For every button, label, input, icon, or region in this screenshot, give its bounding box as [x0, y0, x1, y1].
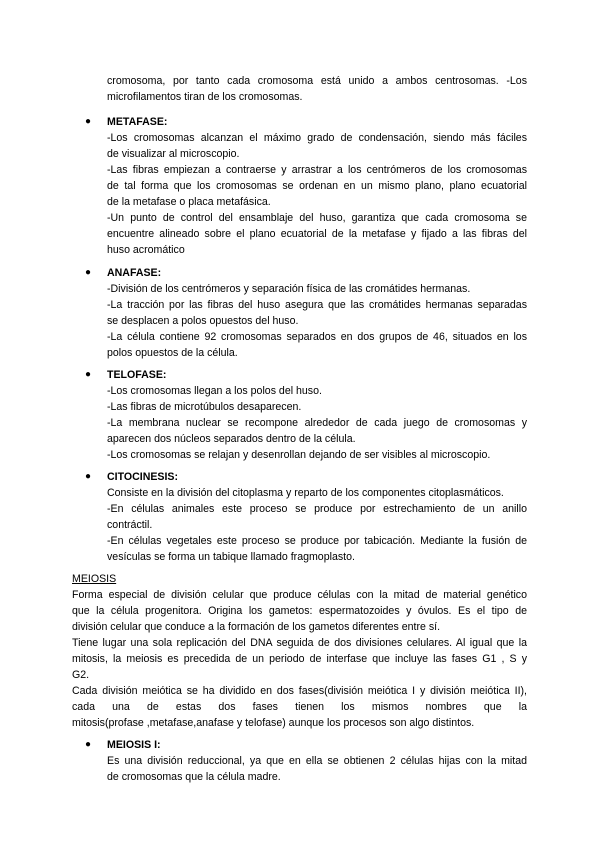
- metafase-line: -Un punto de control del ensamblaje del huso, garantiza que cada cromosoma se: [107, 212, 527, 224]
- metafase-line: encuentre alineado sobre el plano ecuatorial de la metafase y fijado a las fibras del: [107, 228, 527, 240]
- meiosis-i-line: Es una división reduccional, ya que en ella se obtienen 2 células hijas con la mitad: [107, 755, 527, 767]
- anafase-line: -La tracción por las fibras del huso asegura que las cromátides hermanas separadas: [107, 299, 527, 311]
- meiosis-line: que la célula progenitora. Origina los gametos: espermatozoides y óvulos. Es el tipo de: [72, 605, 527, 617]
- meiosis-heading: MEIOSIS: [72, 573, 117, 585]
- citocinesis-line: -En células animales este proceso se produce por estrechamiento de un anillo: [107, 503, 527, 515]
- meiosis-i-line: de cromosomas que la célula madre.: [107, 771, 281, 783]
- telofase-line: -Los cromosomas se relajan y desenrollan dejando de ser visibles al microscopio.: [107, 449, 491, 461]
- meiosis-line: división celular que conduce a la formación de los gametos diferentes entre sí.: [72, 621, 441, 633]
- section-title-meiosis-i: MEIOSIS I:: [107, 739, 161, 751]
- meiosis-line: Cada división meiótica se ha dividido en dos fases(división meiótica I y división meiótica II),: [72, 685, 527, 697]
- anafase-line: -La célula contiene 92 cromosomas separados en dos grupos de 46, situados en los: [107, 331, 527, 343]
- bullet-icon: ●: [85, 267, 92, 278]
- citocinesis-line: vesículas se forma un tabique llamado fragmoplasto.: [107, 551, 355, 563]
- telofase-line: aparecen dos núcleos separados dentro de la célula.: [107, 433, 356, 445]
- bullet-icon: ●: [85, 116, 92, 127]
- metafase-line: de la metafase o placa metafásica.: [107, 196, 271, 208]
- meiosis-line: G2.: [72, 669, 90, 681]
- metafase-line: huso acromático: [107, 244, 185, 256]
- meiosis-line: mitosis(profase ,metafase,anafase y telofase) aunque los procesos son algo distintos.: [72, 717, 475, 729]
- bullet-icon: ●: [85, 739, 92, 750]
- telofase-line: -Las fibras de microtúbulos desaparecen.: [107, 401, 302, 413]
- bullet-icon: ●: [85, 471, 92, 482]
- section-title-anafase: ANAFASE:: [107, 267, 162, 279]
- meiosis-line: cada una de estas dos fases tienen los mismos nombres que la: [72, 701, 527, 713]
- intro-line: cromosoma, por tanto cada cromosoma está unido a ambos centrosomas. -Los: [107, 75, 527, 87]
- intro-line: microfilamentos tiran de los cromosomas.: [107, 91, 303, 103]
- citocinesis-line: Consiste en la división del citoplasma y reparto de los componentes citoplasmáticos.: [107, 487, 504, 499]
- telofase-line: -La membrana nuclear se recompone alrededor de cada juego de cromosomas y: [107, 417, 527, 429]
- anafase-line: polos opuestos de la célula.: [107, 347, 238, 359]
- anafase-line: -División de los centrómeros y separación física de las cromátides hermanas.: [107, 283, 471, 295]
- citocinesis-line: contráctil.: [107, 519, 153, 531]
- section-title-citocinesis: CITOCINESIS:: [107, 471, 179, 483]
- citocinesis-line: -En células vegetales este proceso se produce por tabicación. Mediante la fusión de: [107, 535, 527, 547]
- metafase-line: de tal forma que los cromosomas se ordenan en un mismo plano, plano ecuatorial: [107, 180, 527, 192]
- anafase-line: se desplacen a polos opuestos del huso.: [107, 315, 299, 327]
- meiosis-line: Forma especial de división celular que produce células con la mitad de material genético: [72, 589, 527, 601]
- metafase-line: -Las fibras empiezan a contraerse y arrastrar a los centrómeros de los cromosomas: [107, 164, 527, 176]
- section-title-metafase: METAFASE:: [107, 116, 168, 128]
- bullet-icon: ●: [85, 369, 92, 380]
- telofase-line: -Los cromosomas llegan a los polos del huso.: [107, 385, 322, 397]
- metafase-line: de visualizar al microscopio.: [107, 148, 240, 160]
- meiosis-line: mitosis, la meiosis es precedida de un periodo de interfase que incluye las fases G1 , S y: [72, 653, 527, 665]
- metafase-line: -Los cromosomas alcanzan el máximo grado de condensación, siendo más fáciles: [107, 132, 527, 144]
- meiosis-line: Tiene lugar una sola replicación del DNA seguida de dos divisiones celulares. Al igual que la: [72, 637, 527, 649]
- section-title-telofase: TELOFASE:: [107, 369, 167, 381]
